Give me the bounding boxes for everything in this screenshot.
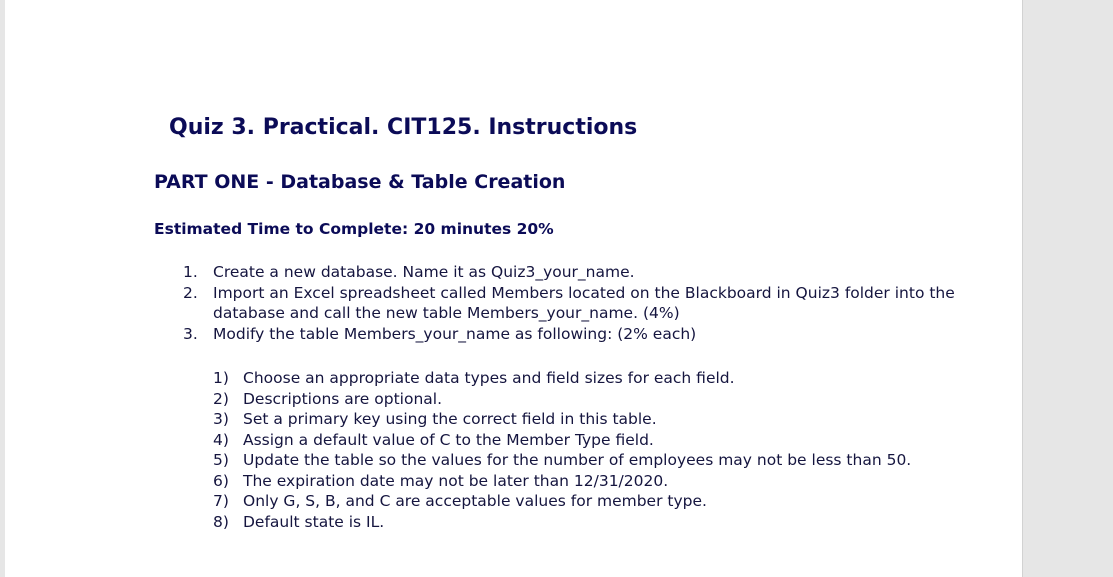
list-number: 3) xyxy=(213,410,229,428)
list-item xyxy=(213,389,993,410)
list-number: 7) xyxy=(213,492,229,510)
list-number: 2. xyxy=(183,283,198,302)
list-text: The expiration date may not be later than 12/31/2020. xyxy=(243,471,669,490)
list-text: Import an Excel spreadsheet called Members located on the Blackboard in Quiz3 folder into the database and call the new table Members_your_name. (4%) xyxy=(213,283,955,323)
document-title: Quiz 3. Practical. CIT125. Instructions xyxy=(169,115,638,140)
list-text: Assign a default value of C to the Member Type field. xyxy=(243,430,654,449)
list-item xyxy=(183,262,983,283)
list-text: Update the table so the values for the number of employees may not be less than 50. xyxy=(243,451,912,469)
list-item xyxy=(213,368,993,389)
list-number: 8) xyxy=(213,512,229,531)
list-number: 1. xyxy=(183,263,198,281)
list-text: Choose an appropriate data types and field sizes for each field. xyxy=(243,369,735,387)
list-number: 1) xyxy=(213,369,229,387)
right-pane xyxy=(1023,0,1113,577)
list-text: Create a new database. Name it as Quiz3_your_name. xyxy=(213,263,635,281)
list-item xyxy=(213,450,993,471)
list-item xyxy=(213,491,993,512)
document-page xyxy=(5,0,1023,577)
estimated-time: Estimated Time to Complete: 20 minutes 20% xyxy=(154,220,554,238)
list-number: 2) xyxy=(213,389,229,408)
list-item xyxy=(213,471,993,492)
list-text: Set a primary key using the correct field in this table. xyxy=(243,410,657,428)
list-text: Descriptions are optional. xyxy=(243,389,443,408)
list-item xyxy=(183,324,983,345)
list-number: 3. xyxy=(183,324,198,343)
list-item xyxy=(213,430,993,451)
sub-steps-list xyxy=(213,368,993,532)
main-steps-list xyxy=(183,262,983,344)
list-item xyxy=(213,409,993,430)
list-item xyxy=(183,283,983,324)
list-item xyxy=(213,512,993,533)
list-number: 5) xyxy=(213,451,229,469)
list-text: Default state is IL. xyxy=(243,512,385,531)
list-number: 6) xyxy=(213,471,229,490)
list-number: 4) xyxy=(213,430,229,449)
part-heading: PART ONE - Database & Table Creation xyxy=(154,171,566,193)
list-text: Only G, S, B, and C are acceptable values for member type. xyxy=(243,492,707,510)
list-text: Modify the table Members_your_name as following: (2% each) xyxy=(213,324,697,343)
